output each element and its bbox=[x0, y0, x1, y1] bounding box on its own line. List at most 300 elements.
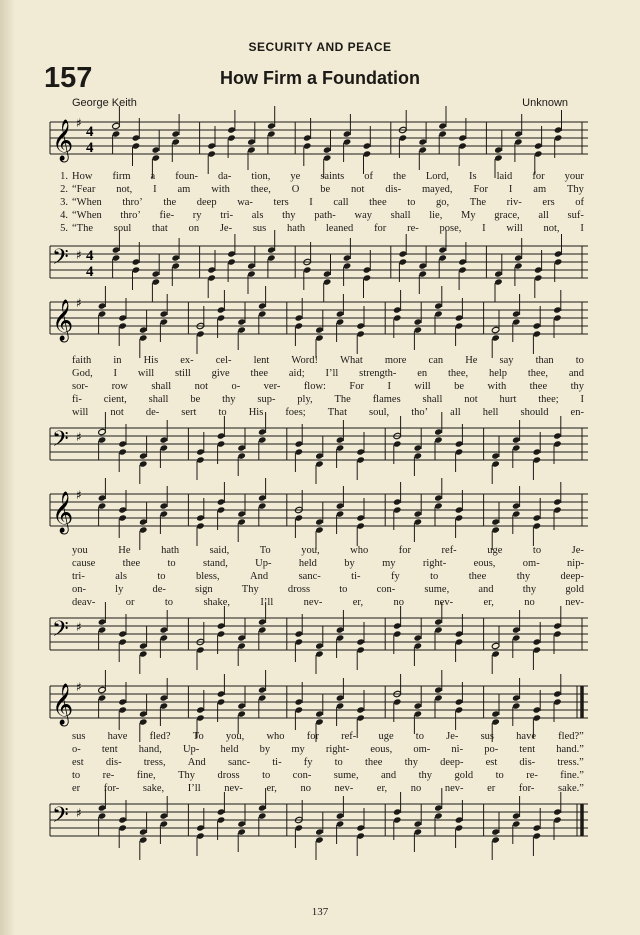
lyric-syllable: hand, bbox=[138, 744, 162, 755]
lyric-syllable: I bbox=[580, 394, 584, 405]
lyric-syllable: Up- bbox=[255, 558, 272, 569]
lyric-syllable: am bbox=[533, 184, 547, 195]
verse-line bbox=[46, 367, 588, 380]
lyric-syllable: tent bbox=[519, 744, 536, 755]
lyric-syllable: to bbox=[164, 597, 174, 608]
verse-line bbox=[46, 183, 588, 196]
lyric-syllable: or bbox=[125, 597, 135, 608]
lyric-syllable: er, bbox=[266, 783, 277, 794]
lyric-syllable: To bbox=[192, 731, 204, 742]
lyric-syllable: sus bbox=[72, 731, 86, 742]
lyric-syllable: deep bbox=[196, 197, 217, 208]
lyric-syllable: all bbox=[450, 407, 461, 418]
lyric-syllable: ref- bbox=[341, 731, 357, 742]
lyric-syllable: gold bbox=[454, 770, 474, 781]
lyric-syllable: als bbox=[115, 571, 127, 582]
lyric-syllable: no bbox=[410, 783, 422, 794]
lyric-syllable: foun- bbox=[175, 171, 198, 182]
lyric-syllable: est bbox=[72, 757, 84, 768]
time-signature: 4 bbox=[86, 248, 94, 264]
hymn-number: 157 bbox=[44, 62, 93, 94]
lyric-syllable: The bbox=[469, 197, 487, 208]
lyric-syllable: That bbox=[327, 407, 348, 418]
lyric-syllable: cel- bbox=[215, 355, 232, 366]
bass-staff bbox=[46, 794, 588, 854]
lyric-syllable: I’ll bbox=[325, 368, 339, 379]
lyric-syllable: lent bbox=[253, 355, 270, 366]
lyric-syllable: stand, bbox=[203, 558, 228, 569]
lyric-syllable: And bbox=[187, 757, 206, 768]
lyric-syllable: to bbox=[334, 757, 343, 768]
verse-line bbox=[46, 769, 588, 782]
lyric-syllable: saints bbox=[320, 171, 345, 182]
lyric-syllable: for- bbox=[518, 783, 535, 794]
lyric-syllable: be bbox=[190, 394, 201, 405]
lyric-syllable: the bbox=[393, 171, 406, 182]
lyric-syllable: to bbox=[339, 584, 348, 595]
lyric-syllable: I bbox=[482, 223, 486, 234]
lyric-syllable: flames bbox=[372, 394, 401, 405]
lyric-syllable: give bbox=[211, 368, 230, 379]
lyric-syllable: o- bbox=[231, 381, 241, 392]
lyric-syllable: to bbox=[532, 545, 542, 556]
lyric-syllable: Is bbox=[468, 171, 477, 182]
lyric-syllable: dross bbox=[217, 770, 240, 781]
lyric-syllable: should bbox=[520, 407, 549, 418]
lyric-syllable: How bbox=[72, 171, 93, 182]
bass-staff bbox=[46, 608, 588, 668]
bass-clef-icon: 𝄢 bbox=[52, 427, 69, 457]
bass-staff bbox=[46, 418, 588, 478]
lyric-syllable: for bbox=[374, 223, 387, 234]
lyric-syllable: nev- bbox=[334, 783, 354, 794]
lyric-syllable: thee bbox=[122, 558, 141, 569]
lyric-syllable: thy bbox=[282, 210, 296, 221]
lyric-syllable: dross bbox=[287, 584, 311, 595]
lyric-syllable: Thy bbox=[566, 184, 584, 195]
key-signature-sharp-icon: ♯ bbox=[76, 620, 82, 634]
lyric-syllable: nev- bbox=[303, 597, 323, 608]
lyric-syllable: I bbox=[153, 184, 157, 195]
lyric-syllable: I bbox=[309, 197, 313, 208]
lyric-syllable: en bbox=[417, 368, 428, 379]
lyric-syllable: mayed, bbox=[421, 184, 453, 195]
lyric-syllable: thy bbox=[404, 757, 418, 768]
key-signature-sharp-icon: ♯ bbox=[76, 296, 82, 310]
lyric-syllable: more bbox=[384, 355, 407, 366]
lyric-syllable: will bbox=[414, 381, 431, 392]
verse-line bbox=[46, 583, 588, 596]
lyric-syllable: con- bbox=[376, 584, 396, 595]
lyric-syllable: tress, bbox=[143, 757, 166, 768]
lyric-syllable: thee bbox=[250, 368, 269, 379]
lyric-syllable: er, bbox=[352, 597, 364, 608]
lyric-syllable: for bbox=[306, 731, 319, 742]
lyric-syllable: not bbox=[464, 394, 478, 405]
lyric-syllable: sanc- bbox=[227, 757, 251, 768]
lyric-syllable: To bbox=[259, 545, 271, 556]
lyric-syllable: of bbox=[575, 197, 584, 208]
lyric-syllable: om- bbox=[413, 744, 431, 755]
lyric-syllable: ters bbox=[273, 197, 289, 208]
key-signature-sharp-icon: ♯ bbox=[76, 488, 82, 502]
lyric-syllable: for bbox=[398, 545, 411, 556]
lyric-syllable: sume, bbox=[424, 584, 450, 595]
lyric-syllable: still bbox=[175, 368, 191, 379]
lyric-syllable: thee bbox=[369, 197, 387, 208]
lyric-syllable: shall bbox=[390, 210, 411, 221]
lyric-syllable: no bbox=[300, 783, 311, 794]
lyric-syllable: aid; bbox=[288, 368, 305, 379]
lyric-syllable: and bbox=[478, 584, 494, 595]
lyric-syllable: flow: bbox=[303, 381, 326, 392]
lyric-syllable: way bbox=[354, 210, 372, 221]
lyric-syllable: cause bbox=[72, 558, 96, 569]
verse-line bbox=[46, 570, 588, 583]
lyric-syllable: will bbox=[72, 407, 89, 418]
lyric-syllable: with bbox=[211, 184, 230, 195]
lyric-syllable: en- bbox=[570, 407, 584, 418]
key-signature-sharp-icon: ♯ bbox=[76, 680, 82, 694]
key-signature-sharp-icon: ♯ bbox=[76, 116, 82, 130]
page-gutter bbox=[0, 0, 14, 935]
lyric-syllable: thee bbox=[364, 757, 383, 768]
lyric-syllable: to bbox=[575, 355, 584, 366]
lyric-syllable: am bbox=[177, 184, 191, 195]
lyric-syllable: hand.” bbox=[556, 744, 584, 755]
verse-number: 5. bbox=[60, 223, 68, 234]
lyric-syllable: ni- bbox=[451, 744, 464, 755]
lyric-syllable: be bbox=[454, 381, 465, 392]
lyric-syllable: deep- bbox=[560, 571, 584, 582]
lyric-syllable: my bbox=[291, 744, 305, 755]
lyric-syllable: fi- bbox=[72, 394, 82, 405]
lyric-syllable: shake, bbox=[203, 597, 231, 608]
lyric-syllable: shall bbox=[151, 381, 172, 392]
verse-line bbox=[46, 730, 588, 743]
lyric-syllable: His bbox=[143, 355, 159, 366]
lyric-syllable: to bbox=[262, 770, 271, 781]
lyric-syllable: my bbox=[382, 558, 396, 569]
lyric-syllable: thy bbox=[516, 571, 531, 582]
lyric-syllable: de- bbox=[152, 584, 166, 595]
lyric-syllable: thro’ bbox=[120, 210, 141, 221]
lyric-syllable: ex- bbox=[180, 355, 194, 366]
lyric-syllable: row bbox=[111, 381, 128, 392]
time-signature: 4 bbox=[86, 140, 94, 156]
lyric-syllable: held bbox=[298, 558, 317, 569]
lyric-syllable: tri- bbox=[220, 210, 234, 221]
lyric-syllable: a bbox=[150, 171, 156, 182]
lyric-syllable: po- bbox=[484, 744, 499, 755]
lyric-syllable: foes; bbox=[285, 407, 306, 418]
lyric-syllable: sert bbox=[181, 407, 197, 418]
lyric-syllable: thro’ bbox=[122, 197, 143, 208]
lyric-syllable: grace, bbox=[494, 210, 520, 221]
lyric-syllable: Lord, bbox=[425, 171, 449, 182]
lyric-syllable: sanc- bbox=[298, 571, 321, 582]
lyric-syllable: say bbox=[499, 355, 514, 366]
lyric-syllable: no bbox=[524, 597, 535, 608]
lyric-syllable: dis- bbox=[519, 757, 536, 768]
verse-number: 3. bbox=[60, 197, 68, 208]
verse-number: 2. bbox=[60, 184, 68, 195]
lyric-syllable: to bbox=[430, 571, 439, 582]
lyric-syllable: dis- bbox=[385, 184, 402, 195]
lyric-syllable: all bbox=[538, 210, 549, 221]
bass-clef-icon: 𝄢 bbox=[52, 617, 69, 647]
lyric-syllable: ly bbox=[115, 584, 124, 595]
lyric-syllable: er bbox=[72, 783, 81, 794]
lyric-syllable: Je- bbox=[571, 545, 584, 556]
lyric-syllable: will bbox=[137, 368, 155, 379]
lyric-syllable: be bbox=[320, 184, 331, 195]
lyric-syllable: Je- bbox=[446, 731, 459, 742]
lyric-syllable: to bbox=[157, 571, 166, 582]
lyric-syllable: sake.” bbox=[558, 783, 584, 794]
lyric-syllable: help bbox=[488, 368, 508, 379]
lyric-syllable: thy bbox=[522, 584, 537, 595]
lyric-syllable: to bbox=[218, 407, 227, 418]
lyric-syllable: I bbox=[387, 381, 391, 392]
lyric-syllable: ply, bbox=[297, 394, 313, 405]
lyric-syllable: laid bbox=[496, 171, 513, 182]
lyric-syllable: “When bbox=[72, 210, 102, 221]
lyric-syllable: who bbox=[350, 545, 369, 556]
lyric-syllable: said, bbox=[209, 545, 230, 556]
lyric-syllable: by bbox=[259, 744, 271, 755]
lyric-syllable: thee, bbox=[250, 184, 271, 195]
lyric-syllable: fy bbox=[303, 757, 313, 768]
lyric-syllable: bless, bbox=[195, 571, 220, 582]
lyric-syllable: Word! bbox=[291, 355, 318, 366]
time-signature: 4 bbox=[86, 124, 94, 140]
lyric-syllable: nev- bbox=[565, 597, 584, 608]
treble-staff bbox=[46, 292, 588, 352]
lyric-syllable: who bbox=[266, 731, 285, 742]
lyric-syllable: sup- bbox=[257, 394, 276, 405]
lyric-syllable: sus bbox=[480, 731, 494, 742]
verse-line bbox=[46, 170, 588, 183]
verse-line bbox=[46, 393, 588, 406]
lyric-syllable: fine.” bbox=[560, 770, 584, 781]
key-signature-sharp-icon: ♯ bbox=[76, 248, 82, 262]
treble-clef-icon: 𝄞 bbox=[52, 684, 74, 725]
lyric-syllable: on bbox=[188, 223, 200, 234]
lyric-syllable: thy bbox=[570, 381, 584, 392]
lyric-syllable: sake, bbox=[142, 783, 165, 794]
lyric-syllable: de- bbox=[145, 407, 160, 418]
lyric-syllable: re- bbox=[102, 770, 115, 781]
treble-staff bbox=[46, 112, 588, 172]
lyric-syllable: con- bbox=[292, 770, 312, 781]
lyric-syllable: no bbox=[393, 597, 405, 608]
lyric-syllable: shall bbox=[148, 394, 169, 405]
lyric-syllable: to bbox=[495, 770, 504, 781]
lyric-syllable: nev- bbox=[444, 783, 464, 794]
lyric-syllable: “Fear bbox=[72, 184, 96, 195]
lyric-syllable: ry bbox=[192, 210, 202, 221]
lyric-syllable: ye bbox=[290, 171, 301, 182]
lyric-syllable: firm bbox=[112, 171, 131, 182]
lyric-syllable: His bbox=[248, 407, 264, 418]
composer-credit: George Keith bbox=[72, 97, 137, 109]
verse-number: 4. bbox=[60, 210, 68, 221]
lyric-syllable: tion, bbox=[251, 171, 271, 182]
lyric-syllable: not bbox=[351, 184, 365, 195]
bass-staff bbox=[46, 236, 588, 296]
lyric-syllable: What bbox=[340, 355, 363, 366]
lyric-syllable: thy bbox=[222, 394, 236, 405]
lyric-syllable: for- bbox=[103, 783, 120, 794]
lyric-syllable: sign bbox=[195, 584, 213, 595]
lyric-syllable: tho’ bbox=[411, 407, 429, 418]
lyric-syllable: with bbox=[487, 381, 507, 392]
lyric-syllable: thee bbox=[529, 381, 548, 392]
lyric-syllable: not bbox=[110, 407, 124, 418]
lyric-syllable: to bbox=[407, 197, 416, 208]
lyrics-block bbox=[46, 354, 588, 419]
lyric-syllable: and bbox=[381, 770, 397, 781]
lyrics-block bbox=[46, 544, 588, 609]
lyric-syllable: to bbox=[72, 770, 81, 781]
lyric-syllable: hath bbox=[161, 545, 180, 556]
lyric-syllable: thee, bbox=[527, 368, 548, 379]
lyric-syllable: can bbox=[428, 355, 444, 366]
lyric-syllable: tri- bbox=[72, 571, 85, 582]
treble-clef-icon: 𝄞 bbox=[52, 300, 74, 341]
verse-line bbox=[46, 743, 588, 756]
lyric-syllable: for bbox=[532, 171, 545, 182]
lyric-syllable: right- bbox=[325, 744, 350, 755]
lyric-syllable: to bbox=[167, 558, 176, 569]
lyric-syllable: Thy bbox=[178, 770, 196, 781]
lyric-syllable: tent bbox=[101, 744, 118, 755]
lyric-syllable: er, bbox=[483, 597, 494, 608]
lyric-syllable: pose, bbox=[439, 223, 462, 234]
lyric-syllable: have bbox=[107, 731, 128, 742]
lyric-syllable: fled?” bbox=[558, 731, 584, 742]
lyric-syllable: And bbox=[250, 571, 269, 582]
lyric-syllable: soul, bbox=[369, 407, 390, 418]
lyric-syllable: ers bbox=[542, 197, 555, 208]
lyric-syllable: dis- bbox=[105, 757, 122, 768]
lyric-syllable: not, bbox=[543, 223, 560, 234]
lyric-syllable: thee, bbox=[448, 368, 469, 379]
verse-line bbox=[46, 380, 588, 393]
lyric-syllable: soul bbox=[113, 223, 132, 234]
lyrics-block bbox=[46, 730, 588, 795]
lyric-syllable: you bbox=[72, 545, 88, 556]
lyric-syllable: er bbox=[487, 783, 496, 794]
lyric-syllable: “The bbox=[72, 223, 93, 234]
treble-staff bbox=[46, 676, 588, 736]
treble-clef-icon: 𝄞 bbox=[52, 120, 74, 161]
lyric-syllable: leaned bbox=[325, 223, 354, 234]
lyric-syllable: fy bbox=[390, 571, 400, 582]
lyric-syllable: path- bbox=[314, 210, 336, 221]
lyric-syllable: ti- bbox=[351, 571, 361, 582]
lyric-syllable: gold bbox=[565, 584, 584, 595]
verse-line bbox=[46, 557, 588, 570]
verse-number: 1. bbox=[60, 171, 68, 182]
lyric-syllable: than bbox=[535, 355, 554, 366]
tune-credit: Unknown bbox=[522, 97, 568, 109]
treble-staff bbox=[46, 484, 588, 544]
lyric-syllable: I bbox=[580, 223, 584, 234]
lyric-syllable: nev- bbox=[434, 597, 454, 608]
lyric-syllable: ref- bbox=[441, 545, 457, 556]
lyric-syllable: hath bbox=[287, 223, 306, 234]
lyric-syllable: lie, bbox=[429, 210, 443, 221]
lyric-syllable: God, bbox=[72, 368, 93, 379]
lyric-syllable: I bbox=[113, 368, 118, 379]
bass-clef-icon: 𝄢 bbox=[52, 803, 69, 833]
lyric-syllable: not bbox=[194, 381, 209, 392]
verse-line bbox=[46, 209, 588, 222]
lyric-syllable: hurt bbox=[499, 394, 517, 405]
lyric-syllable: For bbox=[473, 184, 489, 195]
lyric-syllable: uge bbox=[378, 731, 394, 742]
lyric-syllable: on- bbox=[72, 584, 86, 595]
bass-clef-icon: 𝄢 bbox=[52, 245, 69, 275]
lyric-syllable: held bbox=[220, 744, 239, 755]
lyric-syllable: and bbox=[568, 368, 584, 379]
lyric-syllable: “When bbox=[72, 197, 102, 208]
lyric-syllable: the bbox=[163, 197, 177, 208]
lyric-syllable: go, bbox=[436, 197, 450, 208]
lyric-syllable: not, bbox=[116, 184, 133, 195]
treble-clef-icon: 𝄞 bbox=[52, 492, 74, 533]
lyric-syllable: sus bbox=[252, 223, 267, 234]
lyric-syllable: I’ll bbox=[187, 783, 201, 794]
lyric-syllable: faith bbox=[72, 355, 92, 366]
lyric-syllable: Thy bbox=[241, 584, 259, 595]
time-signature: 4 bbox=[86, 264, 94, 280]
lyric-syllable: nip- bbox=[567, 558, 584, 569]
lyric-syllable: The bbox=[334, 394, 351, 405]
lyric-syllable: wa- bbox=[237, 197, 253, 208]
lyric-syllable: thee bbox=[468, 571, 487, 582]
lyric-syllable: have bbox=[516, 731, 536, 742]
lyric-syllable: eous, bbox=[370, 744, 393, 755]
lyric-syllable: o- bbox=[72, 744, 81, 755]
lyric-syllable: shall bbox=[422, 394, 443, 405]
lyric-syllable: O bbox=[291, 184, 300, 195]
lyric-syllable: als bbox=[251, 210, 264, 221]
lyric-syllable: He bbox=[465, 355, 478, 366]
lyric-syllable: sume, bbox=[333, 770, 359, 781]
lyric-syllable: My bbox=[461, 210, 476, 221]
hymn-title: How Firm a Foundation bbox=[220, 68, 420, 88]
lyric-syllable: that bbox=[152, 223, 168, 234]
lyric-syllable: thee; bbox=[538, 394, 559, 405]
lyric-syllable: om- bbox=[522, 558, 540, 569]
lyric-syllable: Up- bbox=[182, 744, 200, 755]
lyric-syllable: For bbox=[349, 381, 365, 392]
lyric-syllable: fled? bbox=[149, 731, 171, 742]
lyric-syllable: by bbox=[344, 558, 355, 569]
lyric-syllable: nev- bbox=[224, 783, 243, 794]
lyric-syllable: deav- bbox=[72, 597, 96, 608]
verse-line bbox=[46, 196, 588, 209]
lyric-syllable: Je- bbox=[219, 223, 233, 234]
lyrics-block bbox=[46, 170, 588, 235]
lyric-syllable: re- bbox=[407, 223, 419, 234]
lyric-syllable: sor- bbox=[72, 381, 89, 392]
lyric-syllable: of bbox=[364, 171, 374, 182]
lyric-syllable: fie- bbox=[159, 210, 175, 221]
